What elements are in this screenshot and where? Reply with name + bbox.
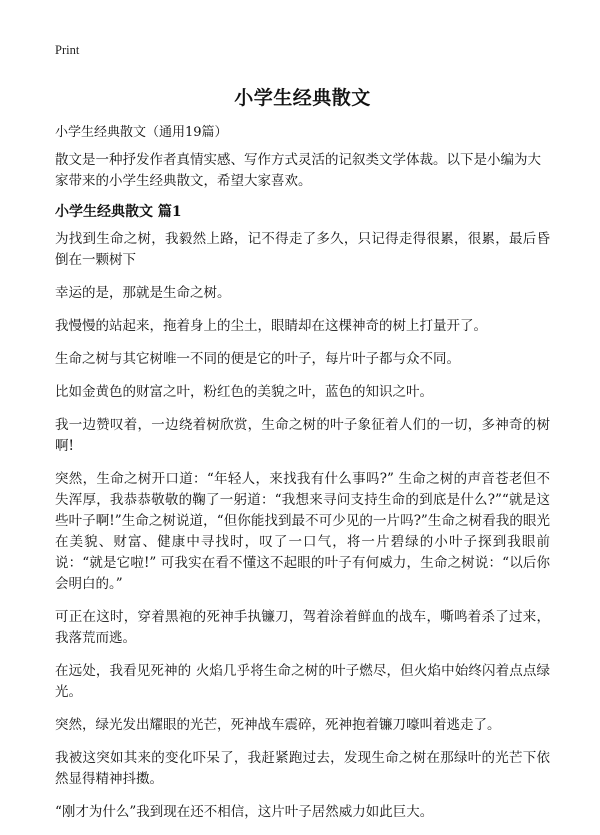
intro-paragraph: 散文是一种抒发作者真情实感、写作方式灵活的记叙类文学体裁。以下是小编为大家带来的小学生经典散文，希望大家喜欢。	[55, 152, 541, 189]
paragraph-9: 在远处，我看见死神的 火焰几乎将生命之树的叶子燃尽，但火焰中始终闪着点点绿光。	[55, 663, 550, 700]
paragraph-3: 我慢慢的站起来，拖着身上的尘土，眼睛却在这棵神奇的树上打量开了。	[55, 318, 487, 334]
section-heading: 小学生经典散文 篇1	[55, 204, 182, 220]
paragraph-2: 幸运的是，那就是生命之树。	[55, 285, 231, 301]
paragraph-1: 为找到生命之树，我毅然上路，记不得走了多久，只记得走得很累，很累，最后昏倒在一颗树下	[55, 231, 550, 268]
document-subtitle: 小学生经典散文（通用19篇）	[55, 125, 228, 140]
page-title: 小学生经典散文	[234, 87, 371, 109]
paragraph-8: 可正在这时，穿着黑袍的死神手执镰刀，驾着涂着鲜血的战车，嘶鸣着杀了过来，我落荒而逃。	[55, 609, 550, 646]
paragraph-10: 突然，绿光发出耀眼的光芒，死神战车震碎，死神抱着镰刀嚎叫着逃走了。	[55, 717, 501, 733]
paragraph-5: 比如金黄色的财富之叶，粉红色的美貌之叶，蓝色的知识之叶。	[55, 384, 433, 400]
paragraph-11: 我被这突如其来的变化吓呆了，我赶紧跑过去，发现生命之树在那绿叶的光芒下依然显得精神抖擞。	[55, 750, 550, 787]
article-body	[55, 229, 550, 835]
paragraph-7: 突然，生命之树开口道：“年轻人，来找我有什么事吗?” 生命之树的声音苍老但不失浑厚，我恭恭敬敬的鞠了一躬道：“我想来寻问支持生命的到底是什么?”“就是这些叶子啊!”生命之树说道，“但你能找到最不可少见的一片吗?”生命之树看我的眼光在美貌、财富、健康中寻找时，叹了一口气，将一片碧绿的小叶子探到我眼前说：“就是它啦!” 可我实在看不懂这不起眼的叶子有何威力，生命之树说：“以后你会明白的。”	[55, 471, 550, 592]
print-label: Print	[55, 43, 80, 57]
paragraph-4: 生命之树与其它树唯一不同的便是它的叶子，每片叶子都与众不同。	[55, 351, 460, 367]
paragraph-12: “刚才为什么”我到现在还不相信，这片叶子居然威力如此巨大。	[55, 804, 434, 820]
paragraph-6: 我一边赞叹着，一边绕着树欣赏，生命之树的叶子象征着人们的一切，多神奇的树啊!	[55, 417, 550, 454]
